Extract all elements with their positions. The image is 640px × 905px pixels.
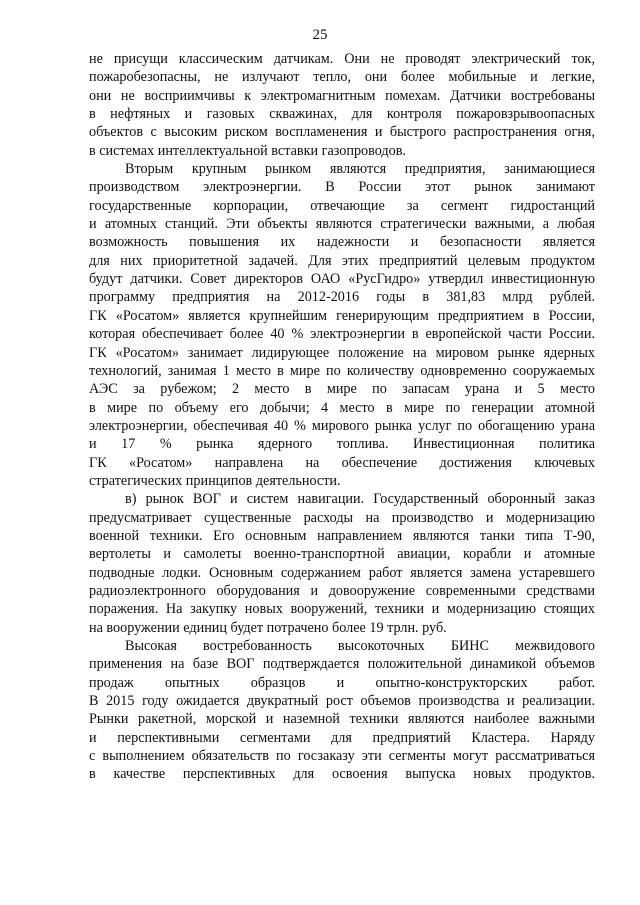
text-line: ГК «Росатом» занимает лидирующее положение на мировом рынке ядерных: [89, 344, 595, 361]
text-line: не присущи классическим датчикам. Они не проводят электрический ток,: [89, 51, 595, 67]
text-line: ГК «Росатом» направлена на обеспечение достижения ключевых: [89, 454, 595, 471]
text-line: программу предприятия на 2012-2016 годы в 381,83 млрд рублей.: [89, 289, 595, 306]
text-line: производством электроэнергии. В России этот рынок занимают: [89, 179, 595, 196]
text-line: предусматривает существенные расходы на производство и модернизацию: [89, 509, 595, 526]
text-line: АЭС за рубежом; 2 место в мире по запасам урана и 5 место: [89, 381, 595, 398]
text-line: Рынки ракетной, морской и наземной техники являются наиболее важными: [89, 711, 595, 728]
text-line: с выполнением обязательств по госзаказу эти сегменты могут рассматриваться: [89, 748, 595, 765]
text-line: и 17 % рынка ядерного топлива. Инвестиционная политика: [89, 436, 595, 453]
text-line: государственные корпорации, отвечающие за сегмент гидростанций: [89, 197, 595, 214]
text-line: объектов с высоким риском воспламенения и быстрого распространения огня,: [89, 124, 595, 141]
text-line: подводные лодки. Основным содержанием работ является замена устаревшего: [89, 564, 595, 581]
text-line: в) рынок ВОГ и систем навигации. Государственный оборонный заказ: [125, 491, 595, 508]
text-line: в нефтяных и газовых скважинах, для контроля пожаровзрывоопасных: [89, 106, 595, 123]
text-line: в качестве перспективных для освоения выпуска новых продуктов.: [89, 766, 595, 783]
text-line: технологий, занимая 1 место в мире по количеству одновременно сооружаемых: [89, 362, 595, 379]
body-text: [89, 50, 595, 784]
text-line: на вооружении единиц будет потрачено более 19 трлн. руб.: [89, 619, 447, 636]
text-line: стратегических принципов деятельности.: [89, 472, 341, 489]
text-line: возможность повышения их надежности и безопасности является: [89, 234, 595, 251]
text-line: применения на базе ВОГ подтверждается положительной динамикой объемов: [89, 656, 595, 673]
text-line: в системах интеллектуальной вставки газопроводов.: [89, 142, 406, 159]
text-line: Высокая востребованность высокоточных БИНС межвидового: [125, 638, 595, 654]
text-line: электроэнергии, обеспечивая 40 % мирового рынка услуг по обогащению урана: [89, 417, 595, 434]
text-line: они не восприимчивы к электромагнитным помехам. Датчики востребованы: [89, 87, 595, 104]
text-line: пожаробезопасны, не излучают тепло, они более мобильные и легкие,: [89, 69, 595, 86]
text-line: военной техники. Его основным направлением являются танки типа Т-90,: [89, 527, 595, 544]
text-line: в мире по объему его добычи; 4 место в мире по генерации атомной: [89, 399, 595, 416]
text-line: Вторым крупным рынком являются предприятия, занимающиеся: [125, 161, 595, 178]
text-line: В 2015 году ожидается двукратный рост объемов производства и реализации.: [89, 693, 595, 710]
text-line: продаж опытных образцов и опытно-конструкторских работ.: [89, 674, 595, 691]
text-line: вертолеты и самолеты военно-транспортной авиации, корабли и атомные: [89, 546, 595, 563]
text-line: радиоэлектронного оборудования и довооружение современными средствами: [89, 582, 595, 599]
text-line: для них приоритетной задачей. Для этих предприятий целевым продуктом: [89, 252, 595, 269]
text-line: поражения. На закупку новых вооружений, техники и модернизацию стоящих: [89, 601, 595, 618]
text-line: и перспективными сегментами для предприятий Кластера. Наряду: [89, 729, 595, 746]
text-line: которая обеспечивает более 40 % электроэнергии в европейской части России.: [89, 326, 595, 343]
text-line: ГК «Росатом» является крупнейшим генерирующим предприятием в России,: [89, 307, 595, 324]
page-number: 25: [312, 27, 328, 43]
text-line: будут датчики. Совет директоров ОАО «РусГидро» утвердил инвестиционную: [89, 271, 595, 288]
text-line: и атомных станций. Эти объекты являются стратегически важными, а любая: [89, 216, 595, 233]
